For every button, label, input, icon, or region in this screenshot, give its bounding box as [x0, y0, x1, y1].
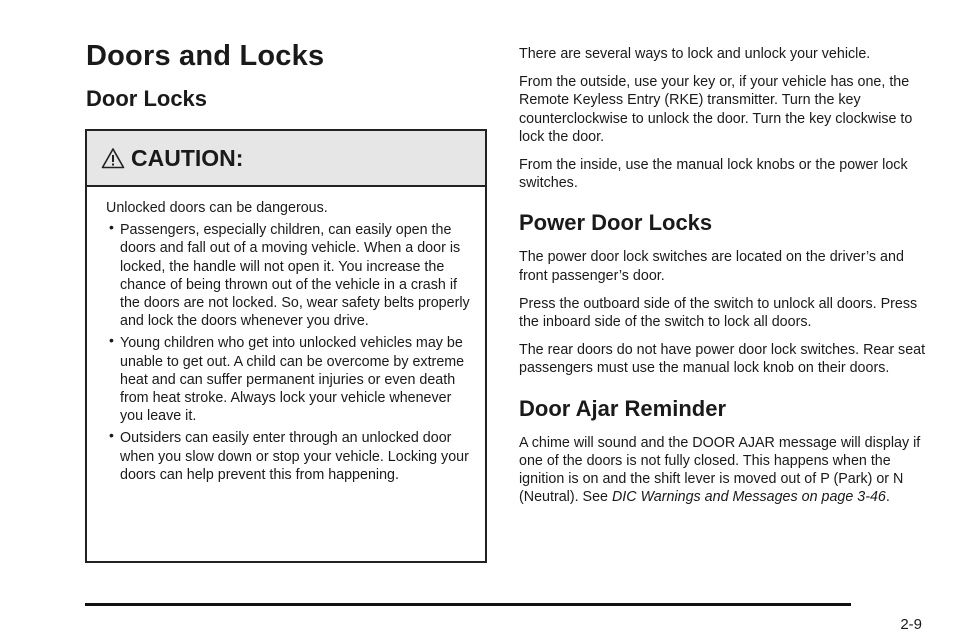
- caution-header: [87, 131, 485, 187]
- caution-bullet: • Young children who get into unlocked vehicles may be unable to get out. A child can be overcome by extreme heat and can suffer permanent injuries or even death from heat stroke. Always lock your vehicle whenever you leave it.: [120, 334, 471, 425]
- paragraph-door-ajar: [519, 434, 929, 507]
- caution-box: [85, 129, 487, 563]
- paragraph-text: A chime will sound and the DOOR AJAR message will display if one of the doors is not fully closed. This happens when the ignition is on and the shift lever is moved out of P (Park) or N (Neutral). See: [519, 434, 921, 506]
- section-title-power-door-locks: Power Door Locks: [519, 210, 713, 236]
- paragraph: From the inside, use the manual lock knobs or the power lock switches.: [519, 157, 908, 192]
- caution-bullet: • Outsiders can easily enter through an unlocked door when you slow down or stop your vehicle. Locking your doors can help prevent this from happening.: [120, 429, 471, 484]
- paragraph-end: .: [885, 489, 890, 506]
- paragraph: Press the outboard side of the switch to unlock all doors. Press the inboard side of the switch to lock all doors.: [519, 295, 918, 331]
- paragraph: From the outside, use your key or, if your vehicle has one, the Remote Keyless Entry (RKE) transmitter. Turn the key counterclockwise to unlock the door. Turn the key clockwise to lock the door.: [519, 74, 913, 145]
- caution-intro: Unlocked doors can be dangerous.: [106, 200, 328, 216]
- page-number: 2-9: [900, 616, 922, 633]
- paragraph: The power door lock switches are located on the driver’s and front passenger’s door.: [519, 249, 904, 284]
- caution-bullet: • Passengers, especially children, can easily open the doors and fall out of a moving vehicle. When a door is locked, the handle will not open it. You increase the chance of being thrown out of the vehicle in a crash if the doors are not locked. So, wear safety belts properly and lock the doors whenever you drive.: [120, 221, 471, 330]
- section-title-door-locks: Door Locks: [86, 86, 208, 111]
- right-column: [519, 45, 929, 516]
- caution-title: CAUTION:: [131, 144, 244, 171]
- page-title: Doors and Locks: [86, 40, 325, 72]
- cross-reference-link[interactable]: DIC Warnings and Messages on page 3-46: [611, 489, 886, 506]
- footer-rule: [85, 603, 851, 606]
- warning-triangle-icon: [101, 147, 125, 169]
- caution-bullet-list: [106, 221, 471, 484]
- paragraph: The rear doors do not have power door lock switches. Rear seat passengers must use the manual lock knob on their doors.: [519, 342, 926, 377]
- section-title-door-ajar-reminder: Door Ajar Reminder: [519, 395, 727, 421]
- paragraph: There are several ways to lock and unlock your vehicle.: [519, 46, 871, 62]
- caution-body: [87, 187, 485, 484]
